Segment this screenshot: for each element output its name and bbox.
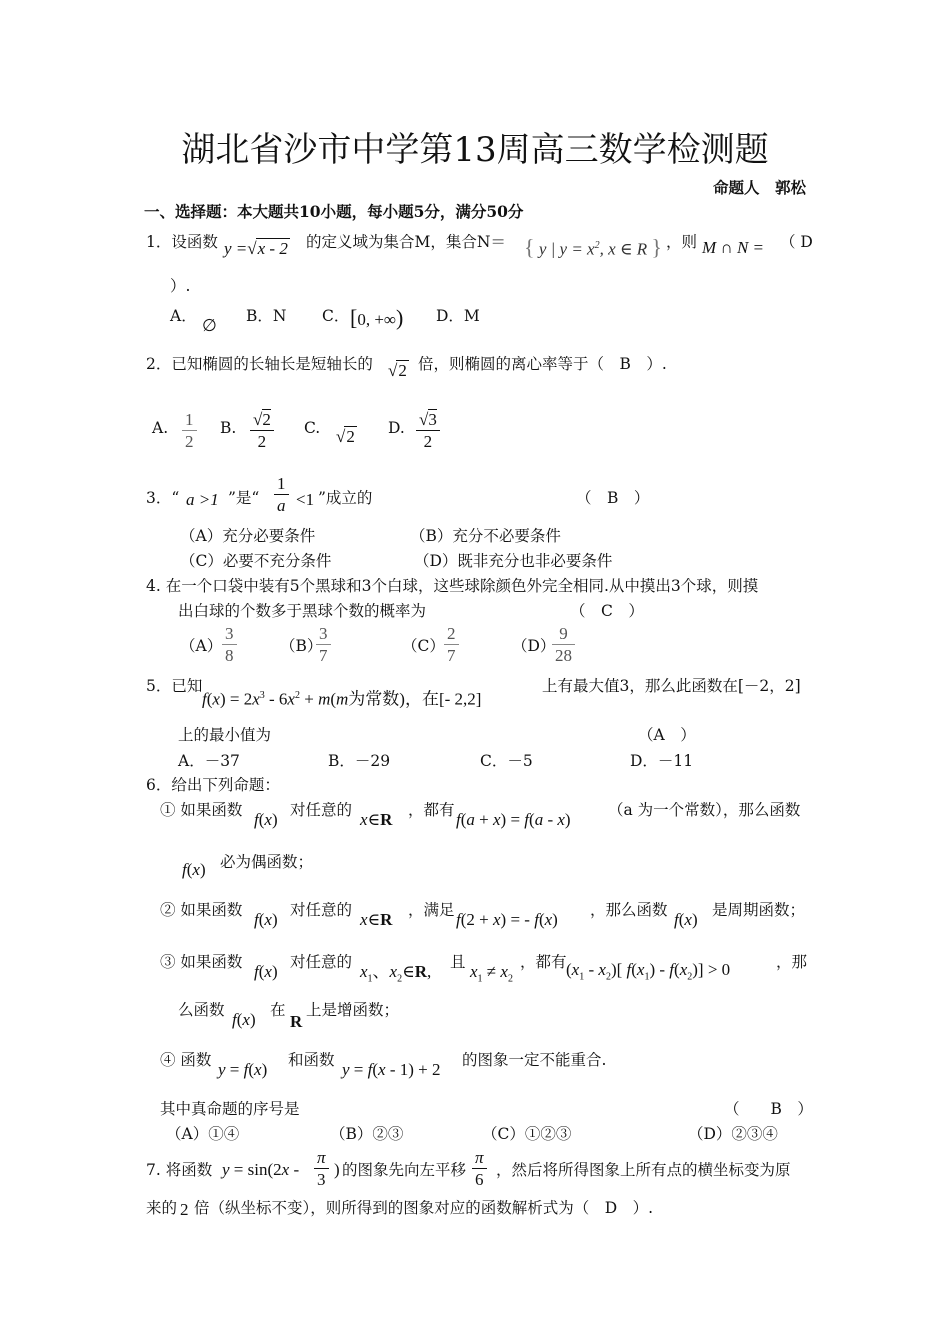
q4-frac-d: $\frac{9}{28}$	[552, 624, 575, 667]
q7-factor: 2	[180, 1200, 189, 1219]
q4-options	[180, 624, 600, 672]
q2-text-2: 倍，则椭圆的离心率等于（ B ）.	[418, 355, 667, 373]
q6-p1-eq: f(a + x) = f(a - x)	[456, 810, 571, 829]
q3-option-d: （D）既非充分也非必要条件	[414, 552, 613, 570]
q6-answer: （ B ）	[724, 1100, 813, 1118]
q6-option-a: （A）①④	[166, 1125, 240, 1143]
q6-p1-d: （a 为一个常数），那么函数	[608, 801, 801, 819]
q6-p3-h: 上是增函数；	[306, 1001, 400, 1019]
q7-function: y = sin(2x -	[222, 1160, 300, 1179]
q6-p2-d: ，那么函数	[590, 901, 668, 919]
q6-question: 其中真命题的序号是	[160, 1100, 300, 1118]
q6-p1-a: ① 如果函数	[160, 801, 243, 819]
q7-text-1: 的图象先向左平移	[342, 1161, 467, 1179]
q1-function: y =√x - 2	[224, 239, 288, 258]
q1-option-a: A．	[170, 307, 197, 325]
q5-text-1: 上有最大值3，那么此函数在[－2，2]	[542, 677, 801, 695]
q2-frac-d: $\frac{√3}{2}$	[416, 410, 440, 453]
q4-label-c: （C）	[402, 637, 445, 655]
q6-prop-1	[160, 800, 810, 836]
q4-label-b: （B）	[280, 637, 323, 655]
q6-p3-fx: f(x)	[254, 962, 278, 981]
q3-condition-1: a >1	[186, 490, 219, 509]
q6-p3-b: 对任意的	[290, 953, 353, 971]
q6-p1-fx: f(x)	[254, 810, 278, 829]
q3-condition-2: <1	[296, 490, 315, 509]
author-line: 命题人 郭松	[712, 178, 806, 197]
q6-p3-c: 且	[450, 953, 466, 971]
q2-frac-b: $\frac{√2}{2}$	[250, 410, 274, 453]
q6-option-d: （D）②③④	[688, 1125, 778, 1143]
q4-line-2: 出白球的个数多于黑球个数的概率为	[178, 602, 427, 620]
q6-p3-fx-2: f(x)	[232, 1010, 256, 1029]
page-title: 湖北省沙市中学第13周高三数学检测题	[181, 130, 769, 170]
q7-line-2	[146, 1198, 806, 1226]
q7-frac-pi3: $\frac{\pi}{3}$	[314, 1148, 329, 1191]
q4-frac-b: $\frac{3}{7}$	[316, 624, 331, 667]
q1-option-b: B．N	[246, 307, 287, 325]
q5-option-a: A．－37	[178, 752, 240, 770]
q6-p3-r: R	[290, 1012, 303, 1031]
q6-p1-b: 对任意的	[290, 801, 353, 819]
q3-number: 3．“	[146, 489, 180, 507]
q1-intersection: M ∩ N =	[702, 238, 764, 257]
q6-prop-4	[160, 1050, 810, 1086]
empty-set-symbol: ∅	[202, 316, 217, 335]
q6-p3-a: ③ 如果函数	[160, 953, 243, 971]
q2-options	[152, 410, 472, 466]
q1-option-c: C．	[322, 307, 350, 325]
q2-option-a: A.	[152, 419, 169, 437]
q4-frac-c: $\frac{2}{7}$	[444, 624, 459, 667]
q6-p3-x1x2: $x_1$、$x_2\in R$,	[360, 962, 432, 985]
q6-p2-x-in-r: x∈R	[360, 910, 393, 929]
q6-p4-c: 的图象一定不能重合.	[462, 1051, 607, 1069]
q2-sqrt2: √2	[388, 361, 407, 380]
q6-prop-3	[160, 952, 810, 988]
q3-option-c: （C）必要不充分条件	[180, 552, 332, 570]
q6-p2-fx-2: f(x)	[674, 910, 698, 929]
q6-p1-x-in-r: x∈R	[360, 810, 393, 829]
q3-option-b: （B）充分不必要条件	[410, 527, 561, 545]
q5-answer: （A ）	[638, 726, 696, 744]
q6-prop-1-cont	[182, 852, 382, 882]
section-heading: 一、选择题：本大题共10小题，每小题5分，满分50分	[144, 202, 524, 221]
q1-text-3: （ D	[780, 233, 813, 251]
q6-p1-c: ，都有	[408, 801, 455, 819]
q6-p3-d: ，都有	[520, 953, 567, 971]
q6-p2-a: ② 如果函数	[160, 901, 243, 919]
q1-text-1: 的定义域为集合M，集合N＝	[306, 233, 506, 251]
q7-frac-pi6: $\frac{\pi}{6}$	[472, 1148, 487, 1191]
q6-p2-b: 对任意的	[290, 901, 353, 919]
question-3	[146, 474, 806, 524]
question-2	[146, 354, 806, 386]
q1-text-2: ，则	[666, 233, 698, 251]
q3-mid: ”是“	[228, 489, 260, 507]
q1-end: ）.	[170, 277, 191, 295]
q6-intro: 6．给出下列命题：	[146, 776, 280, 794]
q5-number: 5．已知	[146, 677, 203, 695]
q5-option-c: C．－5	[480, 752, 533, 770]
q7-line-2a: 来的	[146, 1199, 178, 1217]
q6-p4-y-fx: y = f(x)	[218, 1060, 268, 1079]
q5-option-d: D．－11	[630, 752, 694, 770]
q6-p1-e: 必为偶函数；	[220, 853, 314, 871]
q6-p3-g: 在	[270, 1001, 286, 1019]
q6-p2-fx: f(x)	[254, 910, 278, 929]
q6-prop-2	[160, 900, 810, 936]
q4-answer: （ C ）	[570, 602, 644, 620]
q1-options	[170, 306, 570, 336]
q6-p2-eq: f(2 + x) = - f(x)	[456, 910, 558, 929]
q5-line-2: 上的最小值为	[178, 726, 272, 744]
q5-function: $f(x) = 2x^3 - 6x^2 + m(m$为常数)，在[- 2,2]	[202, 689, 482, 709]
q4-frac-a: $\frac{3}{8}$	[222, 624, 237, 667]
q4-label-d: （D）	[512, 637, 556, 655]
q5-option-b: B．－29	[328, 752, 391, 770]
q6-p3-f: 么函数	[178, 1001, 225, 1019]
q3-answer: （ B ）	[576, 489, 650, 507]
q7-number: 7. 将函数	[146, 1161, 213, 1179]
q7-text-2: ，然后将所得图象上所有点的横坐标变为原	[496, 1161, 791, 1179]
q2-sqrt-c: √2	[336, 427, 355, 446]
q6-p2-e: 是周期函数；	[712, 901, 806, 919]
q1-number: 1．设函数	[146, 233, 218, 251]
q6-p3-e: ，那	[776, 953, 808, 971]
question-5	[146, 676, 806, 712]
q2-option-b: B.	[220, 419, 237, 437]
q2-frac-a: $\frac{1}{2}$	[182, 410, 197, 453]
q2-option-c: C.	[304, 419, 321, 437]
q6-p3-ineq: $(x_1 - x_2)$[ $f(x_1) - f(x_2)] > 0$	[566, 960, 731, 983]
q4-label-a: （A）	[180, 637, 223, 655]
q6-prop-3-cont	[178, 1000, 438, 1036]
q6-p2-c: ，满足	[408, 901, 455, 919]
q3-frac: $\frac{1}{a}$	[274, 474, 289, 517]
q6-p4-y-shift: y = f(x - 1) + 2	[342, 1060, 441, 1079]
q6-p4-b: 和函数	[288, 1051, 335, 1069]
q6-p4-a: ④ 函数	[160, 1051, 212, 1069]
q2-text-1: 2．已知椭圆的长轴长是短轴长的	[146, 355, 373, 373]
question-7	[146, 1148, 816, 1196]
q1-option-d: D．M	[436, 307, 480, 325]
q7-line-2c: 倍（纵坐标不变），则所得到的图象对应的函数解析式为（ D ）.	[194, 1199, 654, 1217]
q1-interval: [0, +∞)	[350, 305, 404, 330]
q6-option-c: （C）①②③	[482, 1125, 572, 1143]
q3-end: ”成立的	[318, 489, 373, 507]
q7-close-paren: )	[334, 1160, 340, 1179]
q4-line-1: 4. 在一个口袋中装有5个黑球和3个白球，这些球除颜色外完全相同.从中摸出3个球，则摸	[146, 577, 759, 595]
q3-option-a: （A）充分必要条件	[180, 527, 316, 545]
q6-p1-fx-2: f(x)	[182, 860, 206, 879]
q1-set-n: { y | $y = x^2$, x ∈ R }	[524, 234, 662, 260]
q6-p3-neq: $x_1 \ne x_2$	[470, 962, 513, 985]
q6-option-b: （B）②③	[330, 1125, 404, 1143]
q2-option-d: D.	[388, 419, 405, 437]
